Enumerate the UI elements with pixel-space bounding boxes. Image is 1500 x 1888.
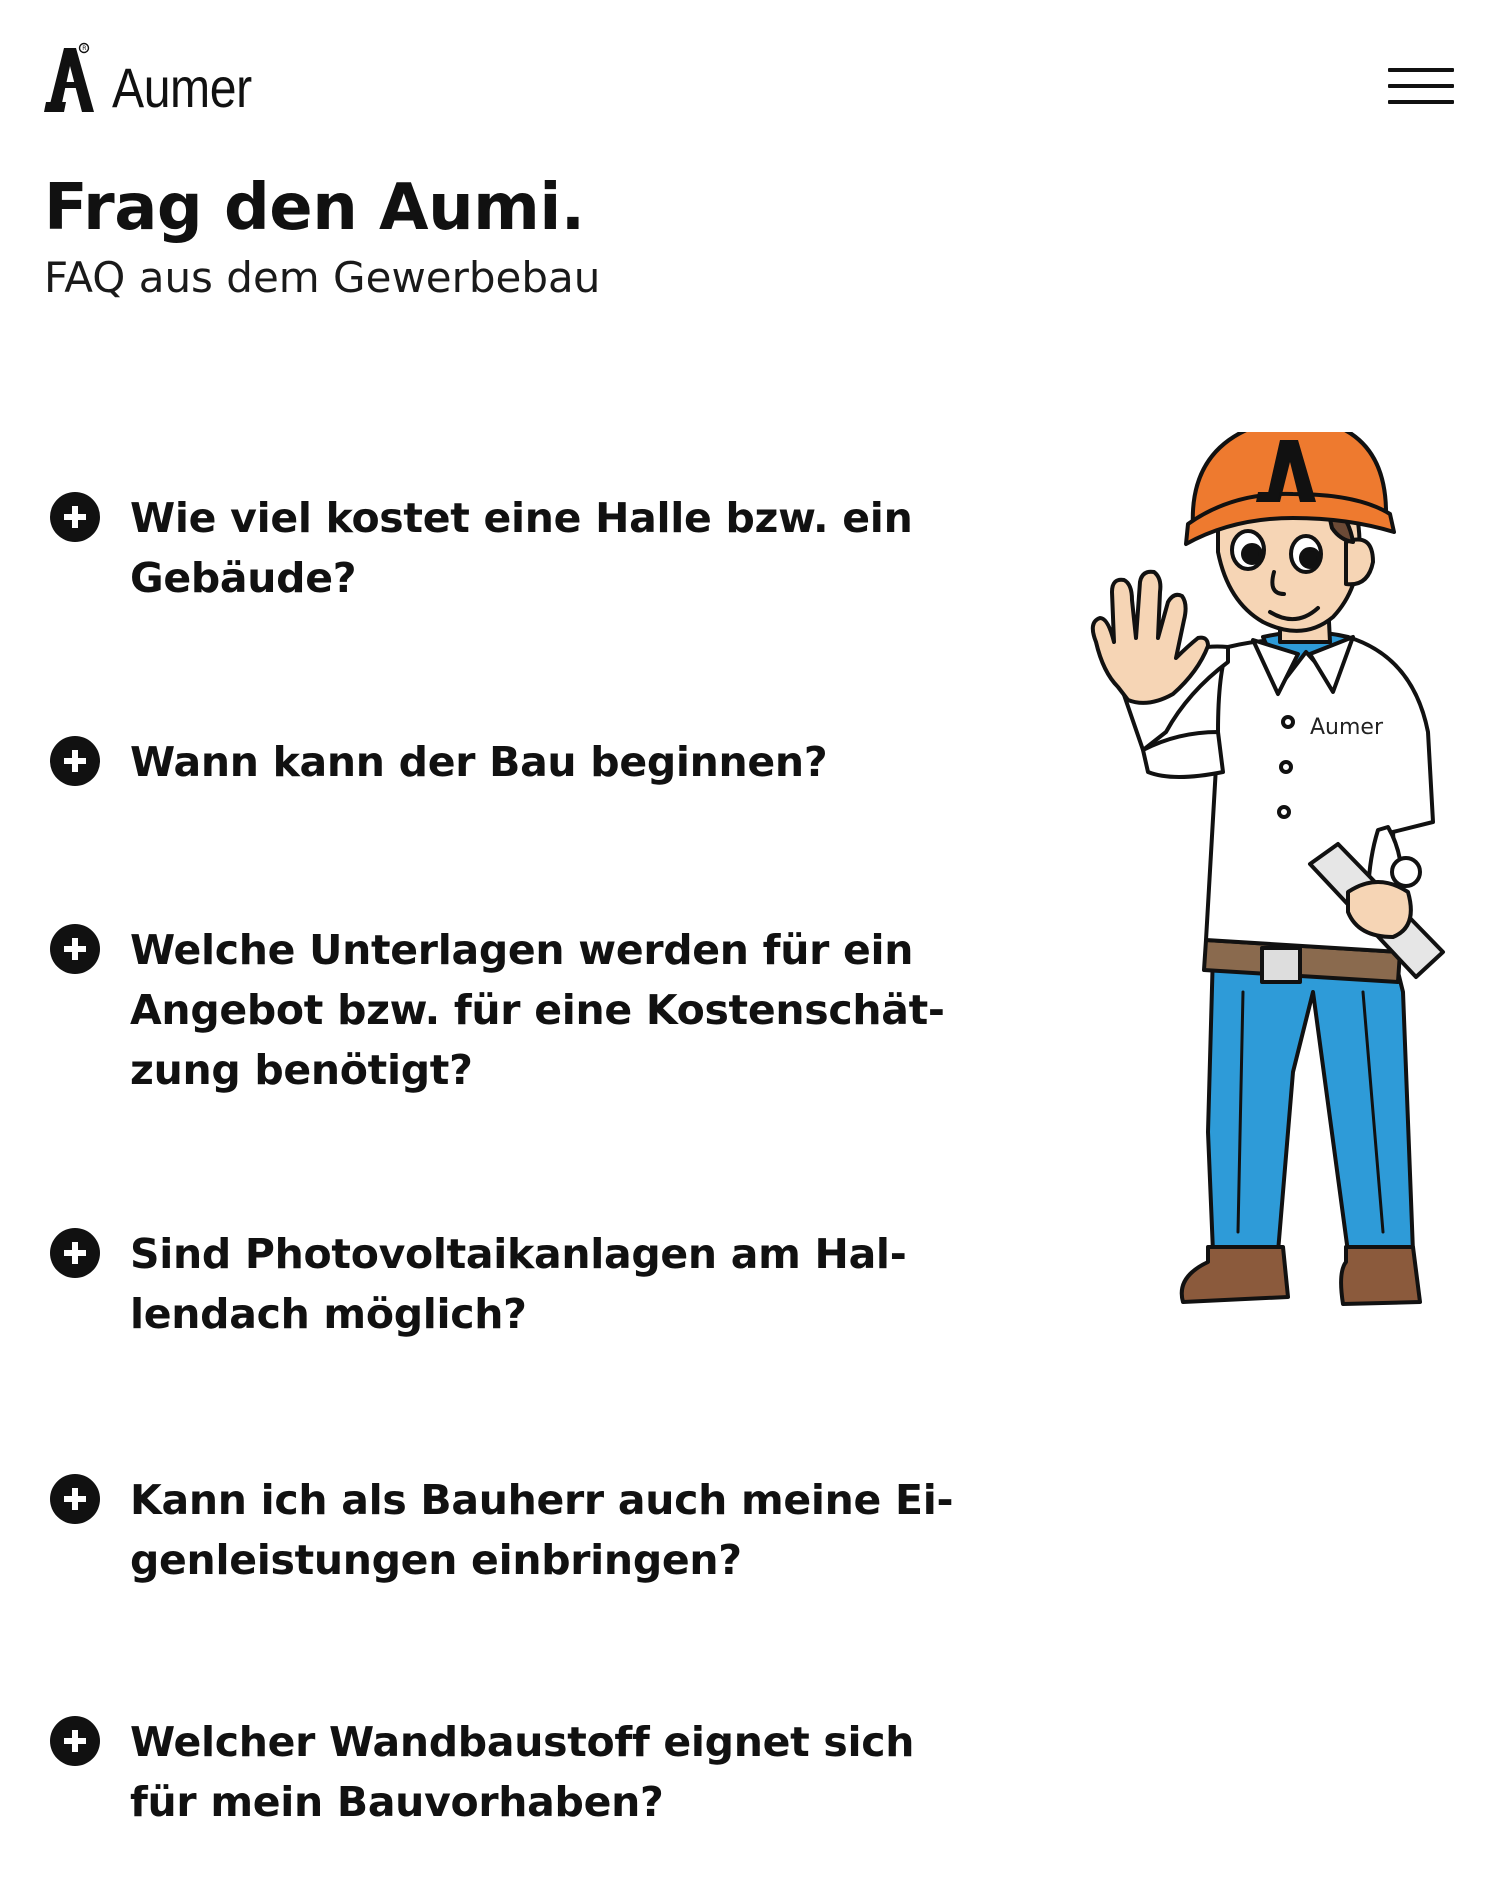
- plus-circle-icon[interactable]: [50, 1474, 100, 1524]
- faq-question[interactable]: [130, 1712, 1000, 1832]
- faq-question-line: Gebäude?: [130, 554, 357, 602]
- svg-text:R: R: [82, 45, 87, 53]
- faq-question[interactable]: [130, 1470, 1000, 1590]
- page-title: Frag den Aumi.: [44, 171, 585, 245]
- header: [0, 0, 1500, 160]
- brand-logo[interactable]: [44, 36, 274, 119]
- faq-question-line: Sind Photovoltaikanlagen am Hal-: [130, 1230, 907, 1278]
- menu-line: [1388, 84, 1454, 88]
- mascot-svg: [1048, 432, 1478, 1322]
- hamburger-menu-icon[interactable]: [1388, 64, 1454, 110]
- plus-circle-icon[interactable]: [50, 492, 100, 542]
- faq-question[interactable]: [130, 920, 1000, 1100]
- shirt-logo-text: Aumer: [1310, 715, 1384, 740]
- faq-question-line: Welcher Wandbaustoff eignet sich: [130, 1718, 915, 1766]
- menu-line: [1388, 68, 1454, 72]
- faq-question-line: Angebot bzw. für eine Kostenschät-: [130, 986, 945, 1034]
- plus-circle-icon[interactable]: [50, 1228, 100, 1278]
- faq-question-line: Kann ich als Bauherr auch meine Ei-: [130, 1476, 954, 1524]
- menu-line: [1388, 100, 1454, 104]
- plus-circle-icon[interactable]: [50, 1716, 100, 1766]
- faq-question-line: Welche Unterlagen werden für ein: [130, 926, 914, 974]
- faq-question-line: Wann kann der Bau beginnen?: [130, 738, 828, 786]
- faq-question-line: für mein Bauvorhaben?: [130, 1778, 664, 1826]
- aumer-logo-icon: [44, 42, 98, 116]
- faq-question-line: Wie viel kostet eine Halle bzw. ein: [130, 494, 913, 542]
- faq-question-line: lendach möglich?: [130, 1290, 527, 1338]
- page-subtitle: FAQ aus dem Gewerbebau: [44, 253, 601, 302]
- mascot-shoe: [1182, 1247, 1288, 1302]
- faq-question-line: zung benötigt?: [130, 1046, 473, 1094]
- plus-circle-icon[interactable]: [50, 736, 100, 786]
- brand-name: Aumer: [112, 56, 252, 119]
- faq-question[interactable]: [130, 1224, 1000, 1344]
- plus-circle-icon[interactable]: [50, 924, 100, 974]
- faq-question-line: genleistungen einbringen?: [130, 1536, 742, 1584]
- faq-question[interactable]: [130, 488, 1000, 608]
- mascot-shoe: [1341, 1247, 1420, 1304]
- faq-question[interactable]: [130, 732, 1000, 792]
- aumi-mascot-illustration: [1048, 432, 1478, 1322]
